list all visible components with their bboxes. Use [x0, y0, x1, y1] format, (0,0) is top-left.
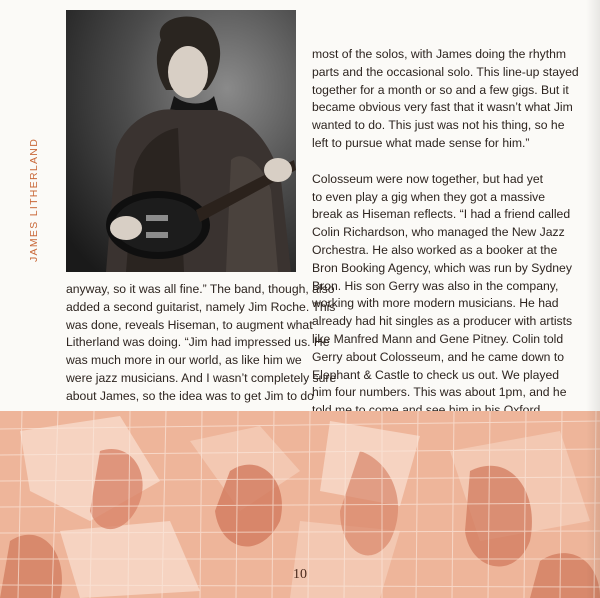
page-number: 10 [293, 567, 307, 582]
text-line: break as Hiseman reflects. “I had a friend called [312, 207, 571, 222]
text-line: like Manfred Mann and Gene Pitney. Colin told [312, 331, 564, 346]
photo-caption: JAMES LITHERLAND [28, 137, 40, 262]
text-line: Orchestra. He also worked as a booker at the [312, 242, 558, 257]
text-line: together for a month or so and a few gigs. But it [312, 82, 569, 97]
text-line: parts and the occasional solo. This line-up stayed [312, 64, 579, 79]
text-line: already had hit singles as a producer with artists [312, 314, 573, 329]
text-line: Bron. His son Gerry was also in the company, [312, 278, 559, 293]
article-right-column [312, 46, 579, 420]
text-line: became obvious very fast that it wasn’t what Jim [312, 100, 573, 115]
guitarist-photo-image [66, 10, 296, 272]
paragraph [312, 46, 579, 153]
article-left-column [66, 281, 337, 406]
text-line: Elephant & Castle to check us out. We played [312, 367, 560, 382]
text-line: most of the solos, with James doing the rhythm [312, 47, 567, 61]
text-line: working with more modern musicians. He had [312, 296, 559, 311]
text-line: Bron Booking Agency, which was run by Sydney [312, 260, 572, 275]
text-line: was done, reveals Hiseman, to augment what [66, 317, 313, 332]
paragraph [312, 171, 573, 420]
text-line: left to pursue what made sense for him.” [312, 135, 530, 150]
text-line: about James, so the idea was to get Jim to do [66, 388, 314, 403]
page-edge-shadow [586, 0, 600, 598]
musician-photo [66, 10, 296, 272]
text-line: was much more in our world, as like him we [66, 353, 302, 368]
text-line: Litherland was doing. “Jim had impressed us. He [66, 335, 330, 350]
paragraph [66, 281, 337, 406]
text-line: anyway, so it was all fine.” The band, though, also [66, 282, 335, 296]
text-line: Colin Richardson, who managed the New Jazz [312, 225, 565, 240]
text-line: wanted to do. This just was not his thing, so he [312, 118, 565, 133]
paragraph-gap [312, 153, 556, 171]
text-line: added a second guitarist, namely Jim Roche. This [66, 299, 336, 314]
text-line: him four numbers. This was about 1pm, and he [312, 385, 567, 400]
text-line: Gerry about Colosseum, and he came down to [312, 349, 565, 364]
text-line: Colosseum were now together, but had yet [312, 171, 544, 186]
text-line: to even play a gig when they got a massive [312, 189, 546, 204]
text-line: were jazz musicians. And I wasn’t completely sure [66, 370, 337, 385]
